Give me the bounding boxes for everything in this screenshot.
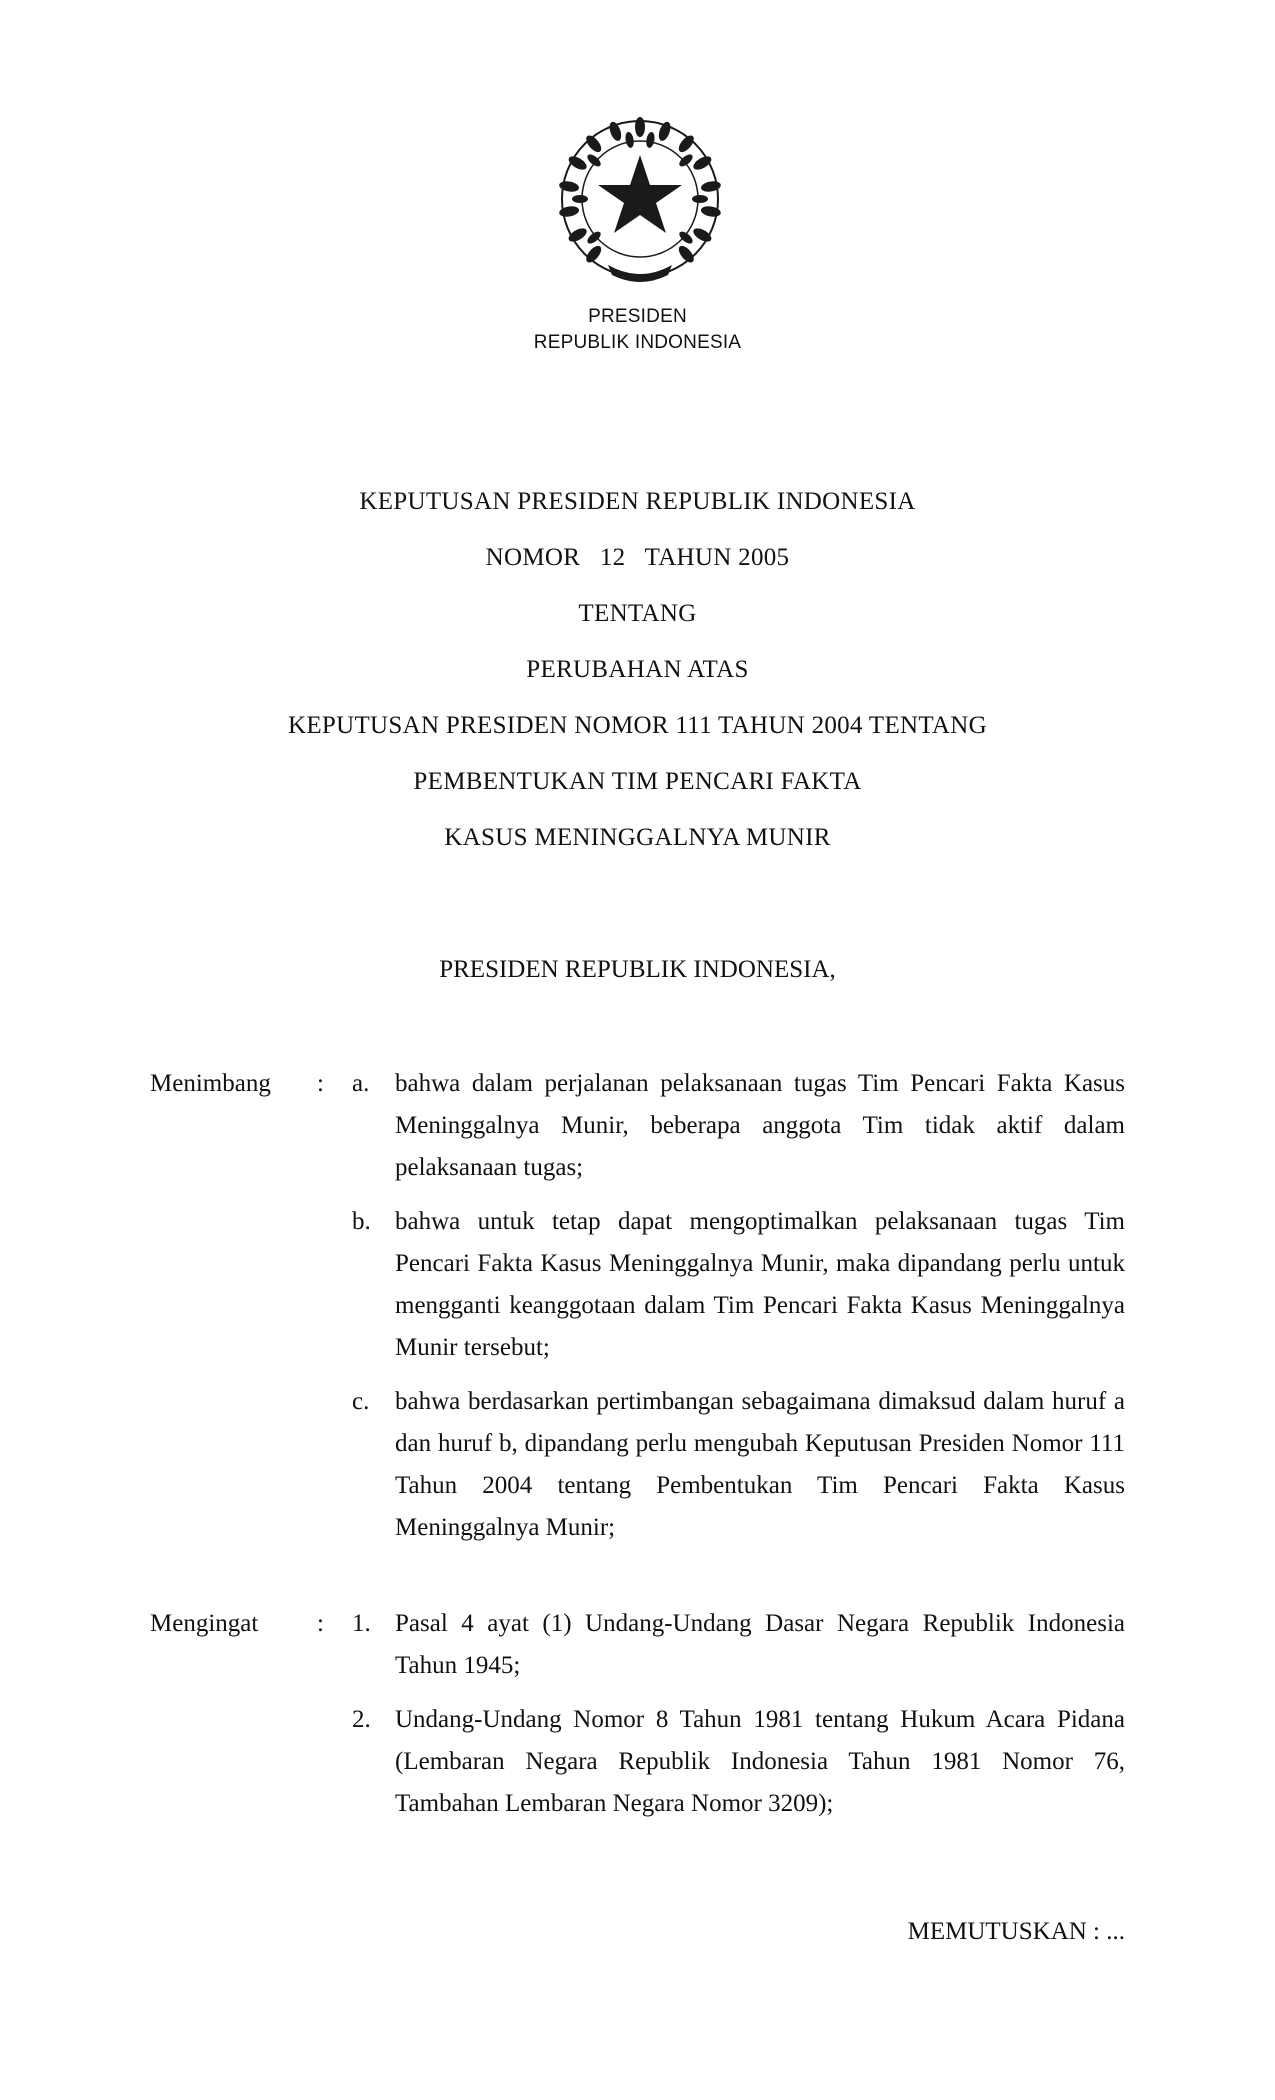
title-line: KEPUTUSAN PRESIDEN NOMOR 111 TAHUN 2004 TENTANG [288, 712, 987, 739]
item-marker: 2. [352, 1706, 371, 1733]
item-text: bahwa untuk tetap dapat mengoptimalkan pelaksanaan tugas Tim Pencari Fakta Kasus Meninggalnya Munir, maka dipandang perlu untuk mengganti keanggotaan dalam Tim Pencari Fakta Kasus Meninggalnya Munir tersebut; [395, 1208, 1125, 1361]
item-marker: b. [352, 1208, 371, 1235]
section-label: Mengingat [150, 1610, 259, 1637]
decree-title [0, 474, 1275, 866]
item-text: bahwa berdasarkan pertimbangan sebagaimana dimaksud dalam huruf a dan huruf b, dipandang perlu mengubah Keputusan Presiden Nomor 111 Tahun 2004 tentang Pembentukan Tim Pencari Fakta Kasus Meninggalnya Munir; [395, 1388, 1125, 1541]
title-line: PEMBENTUKAN TIM PENCARI FAKTA [413, 768, 862, 795]
title-line: TENTANG [578, 600, 697, 627]
section-label: Menimbang [150, 1070, 271, 1097]
item-text: bahwa dalam perjalanan pelaksanaan tugas Tim Pencari Fakta Kasus Meninggalnya Munir, beberapa anggota Tim tidak aktif dalam pelaksanaan tugas; [395, 1070, 1125, 1181]
section-colon: : [317, 1070, 324, 1097]
next-page-catchword: MEMUTUSKAN : ... [907, 1918, 1125, 1945]
section-colon: : [317, 1610, 324, 1637]
menimbang-section [150, 1063, 1125, 1561]
item-text: Pasal 4 ayat (1) Undang-Undang Dasar Negara Republik Indonesia Tahun 1945; [395, 1610, 1125, 1679]
list-item [352, 1699, 1125, 1825]
president-heading: PRESIDEN REPUBLIK INDONESIA, [439, 956, 836, 983]
issuer-line-2: REPUBLIK INDONESIA [533, 332, 742, 353]
garuda-star-wreath-emblem-icon [556, 115, 724, 285]
item-text: Undang-Undang Nomor 8 Tahun 1981 tentang Hukum Acara Pidana (Lembaran Negara Republik Indonesia Tahun 1981 Nomor 76, Tambahan Lembaran Negara Nomor 3209); [395, 1706, 1125, 1817]
title-line: KEPUTUSAN PRESIDEN REPUBLIK INDONESIA [359, 488, 916, 515]
list-item [352, 1063, 1125, 1189]
issuer-line-1: PRESIDEN [588, 306, 687, 327]
item-marker: a. [352, 1070, 370, 1097]
title-line: KASUS MENINGGALNYA MUNIR [444, 824, 831, 851]
list-item [352, 1381, 1125, 1549]
title-line: PERUBAHAN ATAS [526, 656, 749, 683]
item-marker: c. [352, 1388, 370, 1415]
list-item [352, 1201, 1125, 1369]
decree-number: NOMOR 12 TAHUN 2005 [485, 544, 790, 571]
mengingat-section [150, 1603, 1125, 1837]
list-item [352, 1603, 1125, 1687]
item-marker: 1. [352, 1610, 371, 1637]
